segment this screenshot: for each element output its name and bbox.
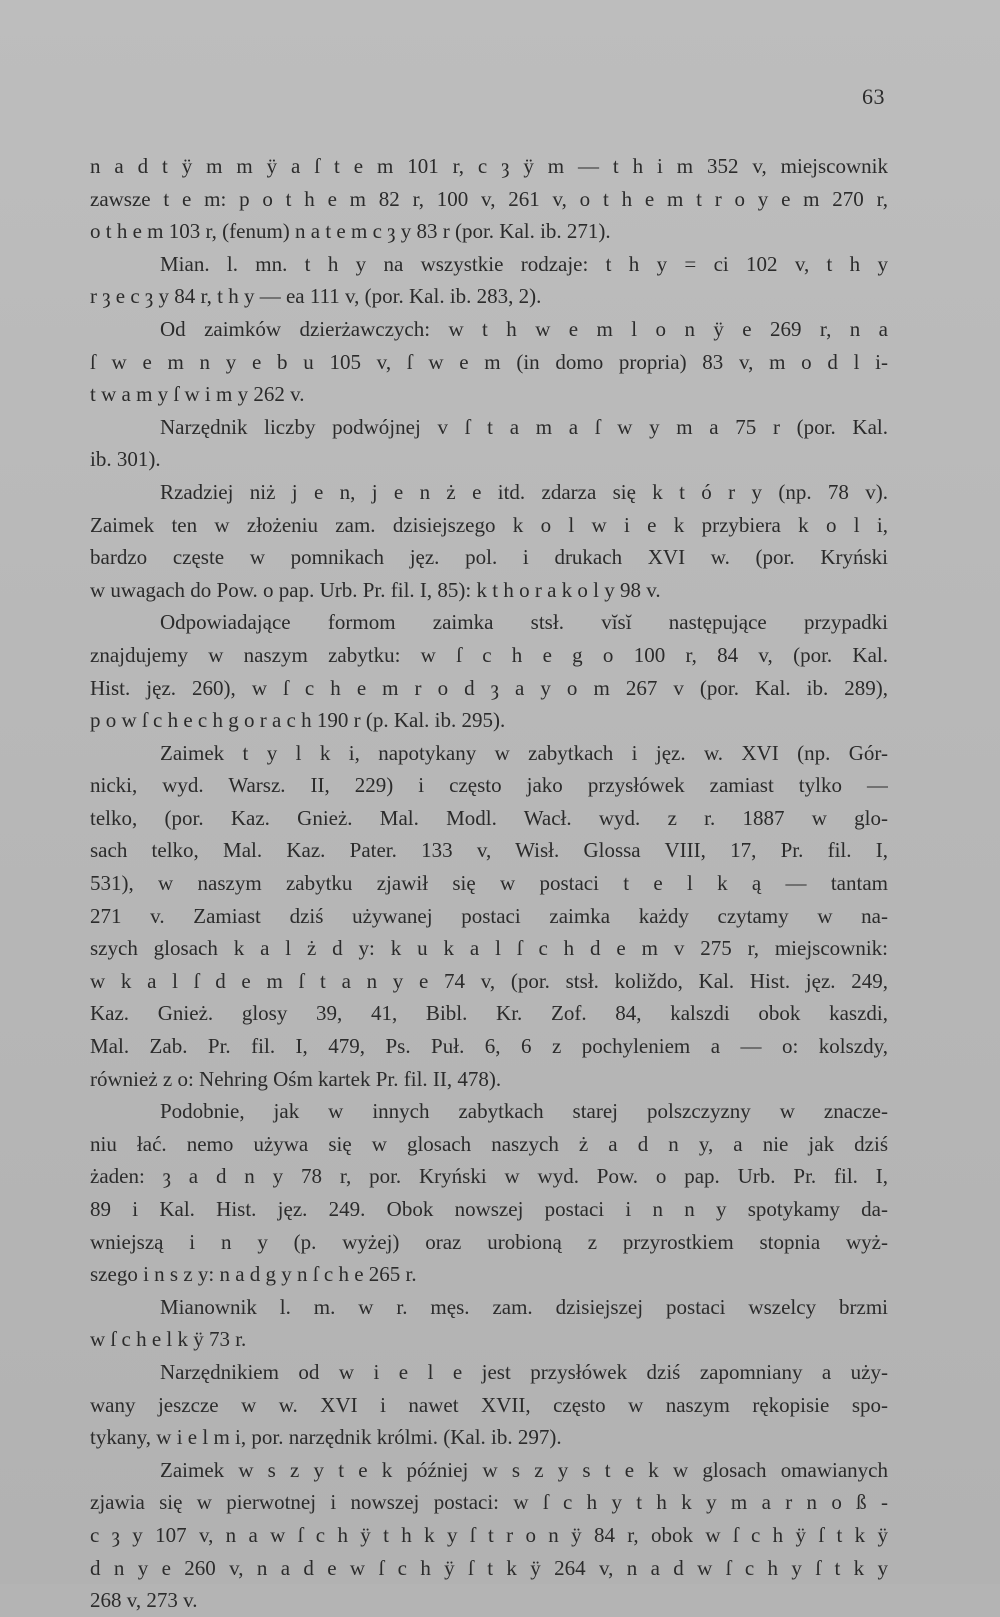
text-line: 271 v. Zamiast dziś używanej postaci zaimka każdy czytamy w na- [90, 903, 888, 928]
text-line: o t h e m 103 r, (fenum) n a t e m c ȝ y 83 r (por. Kal. ib. 271). [90, 219, 611, 244]
text-line: szych glosach k a l ż d y: k u k a l ſ c h d e m v 275 r, miejscownik: [90, 936, 888, 961]
text-line: znajdujemy w naszym zabytku: w ſ c h e g o 100 r, 84 v, (por. Kal. [90, 642, 888, 667]
text-line: wany jeszcze w w. XVI i nawet XVII, często w naszym rękopisie spo- [90, 1392, 888, 1417]
text-line: Mianownik l. m. w r. męs. zam. dzisiejszej postaci wszelcy brzmi [160, 1294, 888, 1319]
text-line: 268 v, 273 v. [90, 1588, 198, 1613]
text-line: Hist. jęz. 260), w ſ c h e m r o d ȝ a y o m 267 v (por. Kal. ib. 289), [90, 675, 888, 700]
text-line: szego i n s z y: n a d g y n ſ c h e 265 r. [90, 1262, 417, 1287]
text-line: wniejszą i n y (p. wyżej) oraz urobioną z przyrostkiem stopnia wyż- [90, 1229, 888, 1254]
text-line: Mian. l. mn. t h y na wszystkie rodzaje: t h y = ci 102 v, t h y [160, 251, 888, 276]
text-line: c ȝ y 107 v, n a w ſ c h ÿ t h k y ſ t r o n ÿ 84 r, obok w ſ c h ÿ ſ t k ÿ [90, 1522, 888, 1547]
text-line: t w a m y ſ w i m y 262 v. [90, 382, 305, 407]
text-line: Podobnie, jak w innych zabytkach starej polszczyzny w znacze- [160, 1099, 888, 1124]
text-line: n a d t ÿ m m ÿ a ſ t e m 101 r, c ȝ ÿ m — t h i m 352 v, miejscownik [90, 154, 888, 178]
text-line: ſ w e m n y e b u 105 v, ſ w e m (in domo propria) 83 v, m o d l i- [90, 349, 888, 374]
text-line: żaden: ȝ a d n y 78 r, por. Kryński w wyd. Pow. o pap. Urb. Pr. fil. I, [90, 1164, 888, 1189]
text-line: telko, (por. Kaz. Gnież. Mal. Modl. Wacł. wyd. z r. 1887 w glo- [90, 805, 888, 830]
page-number: 63 [862, 84, 885, 109]
text-line: tykany, w i e l m i, por. narzędnik królmi. (Kal. ib. 297). [90, 1425, 562, 1450]
text-line: d n y e 260 v, n a d e w ſ c h ÿ ſ t k ÿ 264 v, n a d w ſ c h y ſ t k y [90, 1555, 888, 1580]
text-line: sach telko, Mal. Kaz. Pater. 133 v, Wisł. Glossa VIII, 17, Pr. fil. I, [90, 838, 888, 863]
text-line: w ſ c h e l k ÿ 73 r. [90, 1327, 247, 1352]
text-line: zjawia się w pierwotnej i nowszej postaci: w ſ c h y t h k y m a r n o ß - [90, 1490, 888, 1515]
text-line: Narzędnikiem od w i e l e jest przysłówek dziś zapomniany a uży- [160, 1359, 888, 1384]
text-line: Kaz. Gnież. glosy 39, 41, Bibl. Kr. Zof. 84, kalszdi obok kaszdi, [90, 1001, 888, 1026]
text-line: ib. 301). [90, 447, 161, 472]
text-line: w k a l ſ d e m ſ t a n y e 74 v, (por. stsł. koliždo, Kal. Hist. jęz. 249, [90, 968, 888, 993]
text-line: niu łać. nemo używa się w glosach naszych ż a d n y, a nie jak dziś [90, 1131, 888, 1156]
text-line: 531), w naszym zabytku zjawił się w postaci t e l k ą — tantam [90, 871, 888, 896]
text-line: nicki, wyd. Warsz. II, 229) i często jako przysłówek zamiast tylko — [90, 773, 888, 798]
text-line: Rzadziej niż j e n, j e n ż e itd. zdarza się k t ó r y (np. 78 v). [160, 479, 888, 504]
text-line: r ȝ e c ȝ y 84 r, t h y — ea 111 v, (por. Kal. ib. 283, 2). [90, 284, 542, 309]
text-line: Odpowiadające formom zaimka stsł. vĭsĭ następujące przypadki [160, 610, 888, 635]
text-line: również z o: Nehring Ośm kartek Pr. fil. II, 478). [90, 1066, 502, 1091]
text-block [90, 150, 888, 1617]
text-line: Zaimek t y l k i, napotykany w zabytkach i jęz. w. XVI (np. Gór- [160, 740, 888, 765]
text-line: bardzo częste w pomnikach jęz. pol. i drukach XVI w. (por. Kryński [90, 545, 888, 570]
text-line: 89 i Kal. Hist. jęz. 249. Obok nowszej postaci i n n y spotykamy da- [90, 1197, 888, 1221]
text-line: w uwagach do Pow. o pap. Urb. Pr. fil. I, 85): k t h o r a k o l y 98 v. [90, 577, 661, 602]
text-line: Zaimek ten w złożeniu zam. dzisiejszego k o l w i e k przybiera k o l i, [90, 512, 888, 537]
text-line: zawsze t e m: p o t h e m 82 r, 100 v, 261 v, o t h e m t r o y e m 270 r, [90, 186, 888, 211]
text-line: Narzędnik liczby podwójnej v ſ t a m a ſ w y m a 75 r (por. Kal. [160, 414, 888, 439]
text-line: Od zaimków dzierżawczych: w t h w e m l o n ÿ e 269 r, n a [160, 316, 888, 341]
text-line: p o w ſ c h e c h g o r a c h 190 r (p. Kal. ib. 295). [90, 708, 506, 733]
text-line: Mal. Zab. Pr. fil. I, 479, Ps. Puł. 6, 6 z pochyleniem a — o: kolszdy, [90, 1034, 888, 1059]
text-line: Zaimek w s z y t e k później w s z y s t e k w glosach omawianych [160, 1457, 888, 1482]
